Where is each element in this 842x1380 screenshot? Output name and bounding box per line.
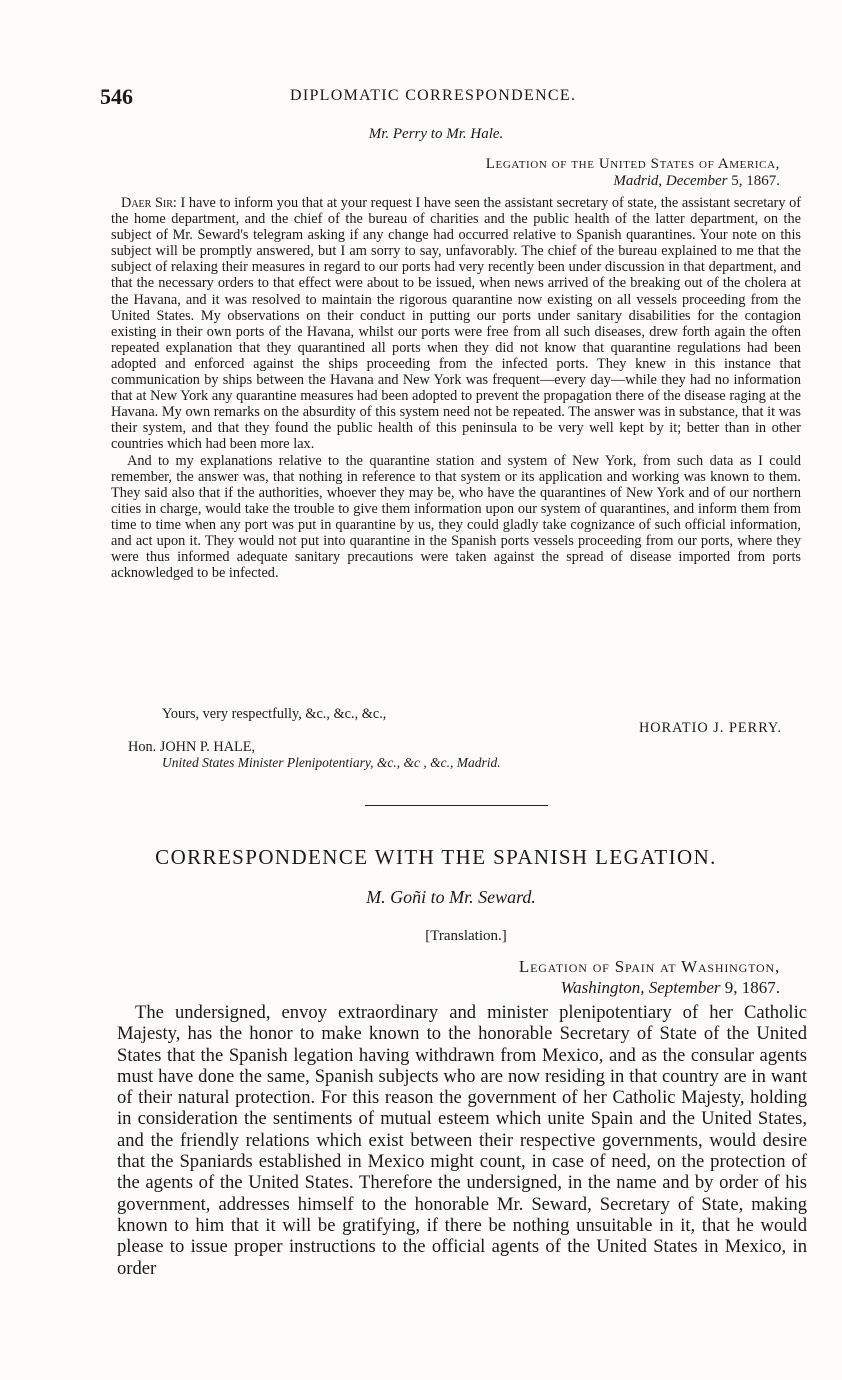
letter-paragraph: The undersigned, envoy extraordinary and minister plenipotentiary of her Catholic Majesty, has the honor to make known to the honorable Secretary of State of the United States that the Spanish legation having withdrawn from Mexico, and as the consular agents must have done the same, Spanish subjects who are now residing in that country are in want of their natural protection. For this reason the government of her Catholic Majesty, holding in consideration the sentiments of mutual esteem which unite Spain and the United States, and the friendly relations which exist between their respective governments, would desire that the Spaniards established in Mexico might count, in case of need, on the protection of the agents of the United States. Therefore the undersigned, in the name and by order of his government, addresses himself to the honorable Mr. Seward, Secretary of State, making known to him that it will be gratifying, if there be nothing unsuitable in it, that he would please to issue proper instructions to the official agents of the United States in Mexico, in order bbox=[117, 1002, 807, 1279]
letter-body bbox=[111, 195, 801, 581]
page-number: 546 bbox=[100, 84, 133, 109]
letter-paragraph bbox=[111, 195, 801, 453]
dateline-place: Washington, September bbox=[560, 978, 721, 997]
translation-note: [Translation.] bbox=[425, 928, 507, 944]
salutation: Daer Sir: bbox=[121, 195, 177, 211]
dateline-place: Madrid, December bbox=[613, 173, 728, 189]
dateline-organization: Legation of the United States of America, bbox=[485, 156, 780, 172]
dateline bbox=[519, 956, 780, 998]
addressee-title: United States Minister Plenipotentiary, &c., &c , &c., Madrid. bbox=[162, 755, 501, 770]
letter-body bbox=[117, 1002, 807, 1279]
addressee: Hon. JOHN P. HALE, bbox=[128, 739, 256, 755]
dateline-organization: Legation of Spain at Washington, bbox=[518, 957, 780, 976]
section-heading: CORRESPONDENCE WITH THE SPANISH LEGATION. bbox=[155, 845, 717, 869]
dateline-date: 9, 1867. bbox=[720, 978, 780, 997]
letter-heading: Mr. Perry to Mr. Hale. bbox=[368, 126, 504, 142]
running-head bbox=[100, 84, 800, 108]
paragraph-text: I have to inform you that at your request I have seen the assistant secretary of state, the assistant secretary of the home department, and the chief of the bureau of charities and the public health of the latter department, on the subject of Mr. Seward's telegram asking if any change had occurred relative to Spanish quarantines. Your note on this subject will be promptly answered, but I am sorry to say, unfavorably. The chief of the bureau explained to me that the subject of relaxing their measures in regard to our ports had very recently been under discussion in that department, and that the necessary orders to that effect were about to be issued, when news arrived of the breaking out of the cholera at the Havana, and it was resolved to maintain the rigorous quarantine now existing on all vessels proceeding from the United States. My observations on their conduct in putting our ports under sanitary disabilities for the contagion existing in their own ports of the Havana, whilst our ports were free from all such diseases, drew forth again the often repeated explanation that they quarantined all ports when they did not know that quarantine regulations had been adopted and enforced against the ships proceeding from the infected ports. They knew in this instance that communication by ships between the Havana and New York was frequent—every day—while they had no information that at New York any quarantine measures had been adopted to prevent the propagation there of the disease raging at the Havana. My own remarks on the absurdity of this system need not be repeated. The answer was in substance, that it was their system, and that they found the public health of this peninsula to be very well kept by it; better than in other countries which had been more lax. bbox=[111, 195, 801, 453]
letter-heading: M. Goñi to Mr. Seward. bbox=[366, 887, 536, 907]
dateline bbox=[486, 156, 780, 190]
running-title: DIPLOMATIC CORRESPONDENCE. bbox=[290, 87, 577, 104]
closing: Yours, very respectfully, &c., &c., &c., bbox=[162, 706, 387, 722]
letter-paragraph: And to my explanations relative to the quarantine station and system of New York, from such data as I could remember, the answer was, that nothing in reference to that system or its application and working was known to them. They said also that if the authorities, whoever they may be, who have the quarantines of New York and of our northern cities in charge, would take the trouble to give them information upon our system of quarantines, and inform them from time to time when any port was put in quarantine by us, they could gladly take cognizance of such official information, and act upon it. They would not put into quarantine in the Spanish ports vessels proceeding from our ports, where they were thus informed adequate sanitary precautions were taken against the spread of disease imported from ports acknowledged to be infected. bbox=[111, 452, 801, 582]
signature: HORATIO J. PERRY. bbox=[638, 720, 782, 736]
section-divider bbox=[365, 805, 548, 806]
dateline-date: 5, 1867. bbox=[727, 173, 780, 189]
